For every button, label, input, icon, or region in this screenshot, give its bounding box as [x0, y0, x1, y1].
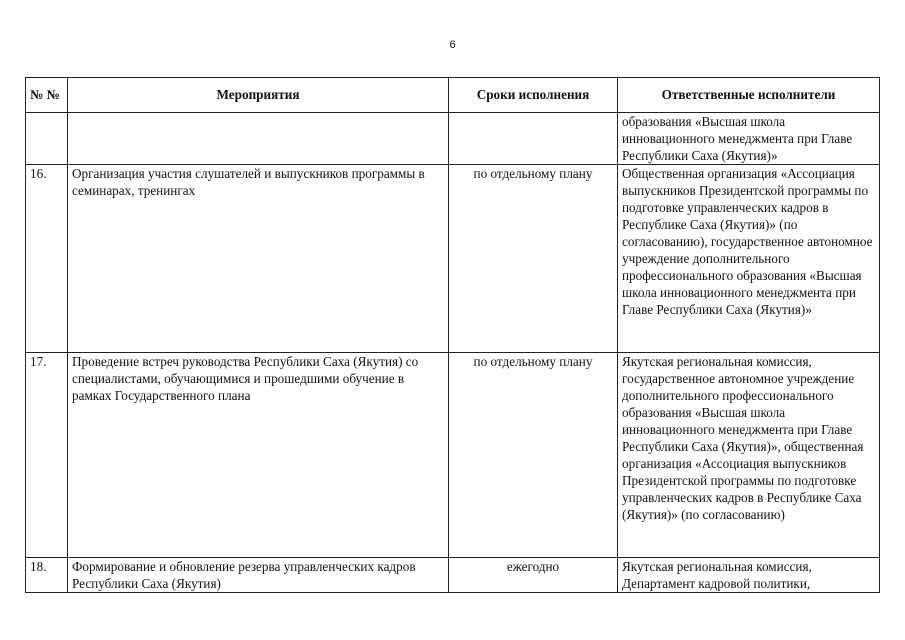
table-row	[26, 353, 880, 558]
row-deadline	[449, 113, 618, 165]
page-number: 6	[449, 39, 456, 51]
header-event: Мероприятия	[68, 78, 449, 113]
table-row	[26, 113, 880, 165]
row-responsible: Якутская региональная комиссия, государственное автономное учреждение дополнительного профессионального образования «Высшая школа инновационного менеджмента при Главе Республики Саха (Якутия)», общественная организация «Ассоциация выпускников Президентской программы по подготовке управленческих кадров в Республике Саха (Якутия)» (по согласованию)	[618, 353, 880, 558]
header-number: № №	[26, 78, 68, 113]
row-event: Формирование и обновление резерва управленческих кадров Республики Саха (Якутия)	[68, 558, 449, 593]
plan-table	[25, 77, 880, 593]
header-responsible: Ответственные исполнители	[618, 78, 880, 113]
row-deadline: ежегодно	[449, 558, 618, 593]
table-row	[26, 165, 880, 353]
row-number: 17.	[26, 353, 68, 558]
table-header-row	[26, 78, 880, 113]
row-responsible: образования «Высшая школа инновационного менеджмента при Главе Республики Саха (Якутия)»	[618, 113, 880, 165]
row-event: Проведение встреч руководства Республики Саха (Якутия) со специалистами, обучающимися и прошедшими обучение в рамках Государственного плана	[68, 353, 449, 558]
row-deadline: по отдельному плану	[449, 165, 618, 353]
row-responsible: Общественная организация «Ассоциация выпускников Президентской программы по подготовке управленческих кадров в Республике Саха (Якутия)» (по согласованию), государственное автономное учреждение дополнительного профессионального образования «Высшая школа инновационного менеджмента при Главе Республики Саха (Якутия)»	[618, 165, 880, 353]
row-deadline: по отдельному плану	[449, 353, 618, 558]
row-event	[68, 113, 449, 165]
row-responsible: Якутская региональная комиссия, Департамент кадровой политики,	[618, 558, 880, 593]
row-event: Организация участия слушателей и выпускников программы в семинарах, тренингах	[68, 165, 449, 353]
row-number: 16.	[26, 165, 68, 353]
row-number	[26, 113, 68, 165]
header-deadline: Сроки исполнения	[449, 78, 618, 113]
row-number: 18.	[26, 558, 68, 593]
table-row	[26, 558, 880, 593]
